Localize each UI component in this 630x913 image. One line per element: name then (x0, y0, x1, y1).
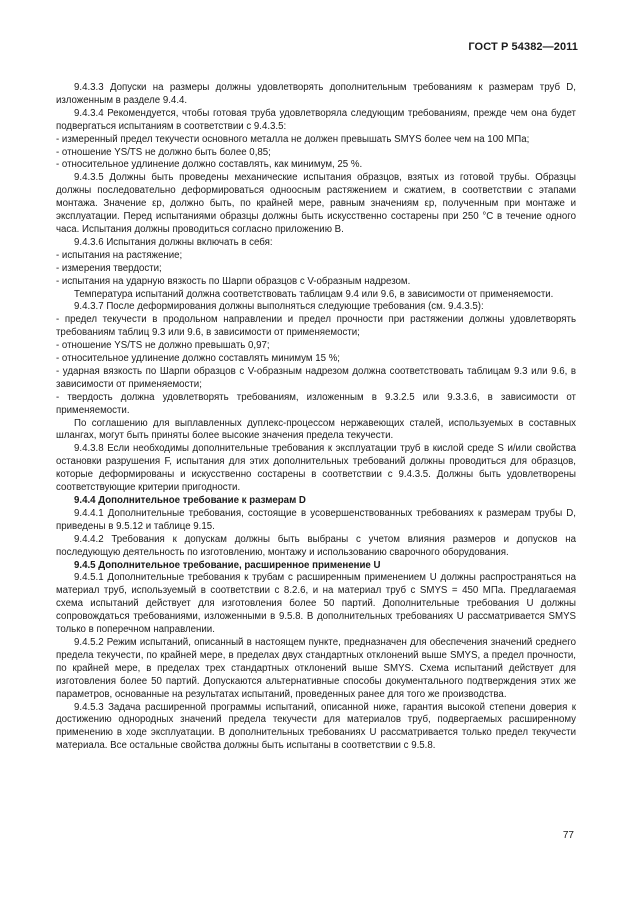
paragraph: 9.4.3.8 Если необходимы дополнительные требования к эксплуатации труб в кислой среде S и/или свойства остановки разрушения F, испытания для этих дополнительных требований должны проводиться для образцов, которые деформированы и искусственно состарены в соответствии с 9.4.3.5. Должны быть удовлетворены соответствующие критерии пригодности. (56, 443, 576, 494)
paragraph: 9.4.5.3 Задача расширенной программы испытаний, описанной ниже, гарантия высокой степени доверия к достижению однородных значений предела текучести для материалов труб, подвергаемых расширенному применению в ходе эксплуатации. В дополнительных требованиях U рассматривается только предел текучести материала. Все остальные свойства должны быть испытаны в соответствии с 9.5.8. (56, 701, 576, 752)
paragraph: - измеренный предел текучести основного металла не должен превышать SMYS более чем на 100 МПа; (56, 133, 530, 145)
paragraph: - испытания на растяжение; (56, 249, 183, 261)
paragraph: - относительное удлинение должно составлять, как минимум, 25 %. (56, 159, 363, 171)
paragraph: По соглашению для выплавленных дуплекс-процессом нержавеющих сталей, используемых в составных шлангах, могут быть приняты более высокие значения предела текучести. (56, 417, 576, 442)
paragraph: 9.4.3.5 Должны быть проведены механические испытания образцов, взятых из готовой трубы. Образцы должны последовательно деформироваться одноосным растяжением и сжатием, в соответствии с этапами монтажа. Значение εp, должно быть, по крайней мере, равным значениям εp, полученным при монтаже и эксплуатации. Перед испытаниями образцы должны быть искусственно состарены при 250 °С в течение одного часа. Испытания должны проводиться согласно приложению В. (56, 172, 576, 235)
paragraph: 9.4.3.7 После деформирования должны выполняться следующие требования (см. 9.4.3.5): (74, 301, 484, 313)
paragraph: 9.4.3.4 Рекомендуется, чтобы готовая труба удовлетворяла следующим требованиям, прежде чем она будет подвергаться испытаниям в соответствии с 9.4.3.5: (56, 107, 576, 132)
paragraph: Температура испытаний должна соответствовать таблицам 9.4 или 9.6, в зависимости от применяемости. (74, 288, 554, 300)
paragraph: - ударная вязкость по Шарпи образцов с V-образным надрезом должна соответствовать таблицам 9.3 или 9.6, в зависимости от применяемости; (56, 365, 576, 390)
document-id: ГОСТ Р 54382—2011 (468, 41, 578, 53)
page-number: 77 (562, 830, 574, 841)
paragraph: - испытания на ударную вязкость по Шарпи образцов с V-образным надрезом. (56, 275, 411, 287)
paragraph: - предел текучести в продольном направлении и предел прочности при растяжении должны удовлетворять требованиям таблиц 9.3 или 9.6, в зависимости от применяемости; (56, 314, 576, 339)
section-heading: 9.4.5 Дополнительное требование, расширенное применение U (74, 559, 381, 571)
paragraph: 9.4.4.2 Требования к допускам должны быть выбраны с учетом влияния размеров и допусков на последующую деятельность по изготовлению, монтажу и использованию сварочного оборудования. (56, 533, 576, 558)
paragraph: 9.4.3.6 Испытания должны включать в себя: (74, 236, 273, 248)
paragraph: - относительное удлинение должно составлять минимум 15 %; (56, 353, 340, 365)
paragraph: 9.4.3.3 Допуски на размеры должны удовлетворять дополнительным требованиям к размерам труб D, изложенным в разделе 9.4.4. (56, 82, 576, 106)
document-body (56, 82, 576, 753)
paragraph: - отношение YS/TS не должно быть более 0,85; (56, 146, 271, 158)
paragraph: 9.4.4.1 Дополнительные требования, состоящие в усовершенствованных требованиях к размерам трубы D, приведены в 9.5.12 и таблице 9.15. (56, 507, 576, 532)
section-heading: 9.4.4 Дополнительное требование к размерам D (74, 495, 306, 506)
paragraph: 9.4.5.2 Режим испытаний, описанный в настоящем пункте, предназначен для обеспечения значений среднего предела текучести, по крайней мере, в пределах двух стандартных отклонений выше SMYS, а предел прочности, по крайней мере, в пределах трех стандартных отклонений выше SMYS. Схема испытаний действует для изготовления более 50 партий. Допускаются альтернативные способы документального подтверждения этих же параметров, основанные на результатах испытаний, проведенных ранее для того же производства. (56, 636, 576, 700)
paragraph: 9.4.5.1 Дополнительные требования к трубам с расширенным применением U должны распространяться на материал труб, используемый в соответствии с 8.2.6, и на материал труб с SMYS = 450 МПа. Предлагаемая схема испытаний действует для изготовления более 50 партий. Дополнительные требования U должны сопровождаться требованиями, изложенными в 9.5.8. В дополнительных требованиях U рассматривается SMYS только в поперечном направлении. (56, 572, 576, 636)
paragraph: - измерения твердости; (56, 262, 162, 274)
paragraph: - отношение YS/TS не должно превышать 0,97; (56, 340, 270, 352)
paragraph: - твердость должна удовлетворять требованиям, изложенным в 9.3.2.5 или 9.3.3.6, в зависимости от применяемости. (56, 391, 576, 416)
